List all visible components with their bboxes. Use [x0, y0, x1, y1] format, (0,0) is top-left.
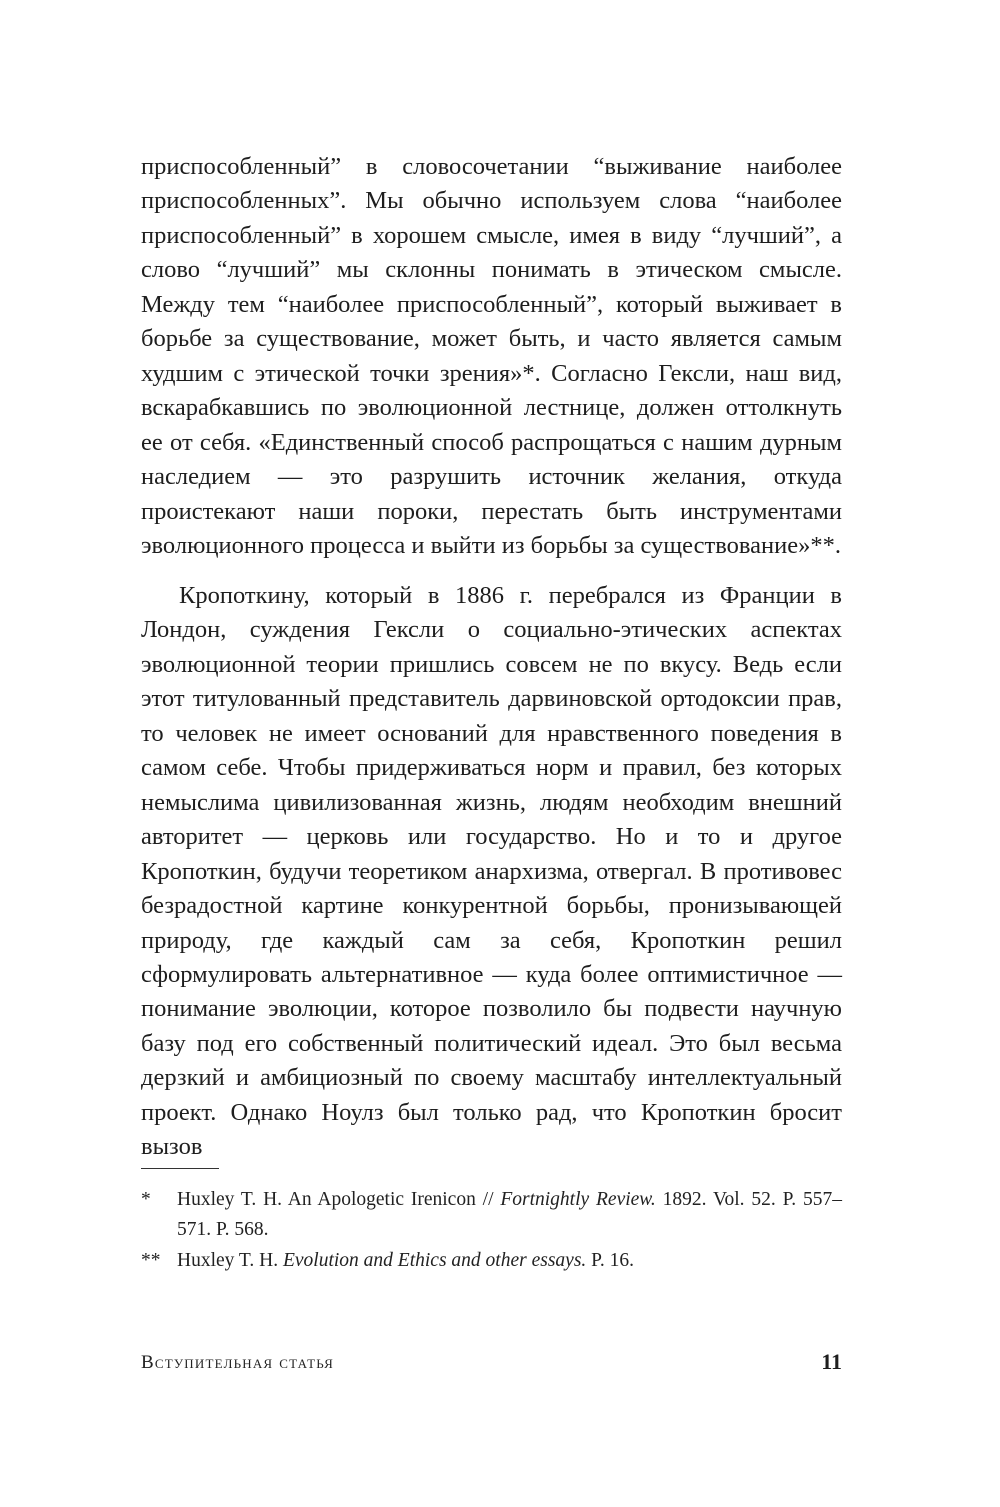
footnote-text	[177, 1246, 842, 1276]
footnote-journal-title: Fortnightly Review.	[500, 1189, 656, 1210]
footnote-1	[141, 1185, 842, 1245]
running-head: Вступительная статья	[141, 1352, 335, 1373]
footnote-2	[141, 1246, 842, 1276]
footnote-pages: P. 16.	[586, 1250, 634, 1271]
footnote-book-title: Evolution and Ethics and other essays.	[282, 1250, 587, 1271]
page-number: 11	[821, 1349, 842, 1374]
body-paragraph-2: Кропоткину, который в 1886 г. перебрался из Франции в Лондон, суждения Гексли о социально-этических аспектах эволюционной теории пришлись совсем не по вкусу. Ведь если этот титулованный представитель дарвиновской ортодоксии прав, то человек не имеет оснований для нравственного поведения в самом себе. Чтобы придерживаться норм и правил, без которых немыслима цивилизованная жизнь, людям необходим внешний авторитет — церковь или государство. Но и то и другое Кропоткин, будучи теоретиком анархизма, отвергал. В противовес безрадостной картине конкурентной борьбы, пронизывающей природу, где каждый сам за себя, Кропоткин решил сформулировать альтернативное — куда более оптимистичное — понимание эволюции, которое позволило бы подвести научную базу под его собственный политический идеал. Это был весьма дерзкий и амбициозный по своему масштабу интеллектуальный проект. Однако Ноулз был только рад, что Кропоткин бросит вызов	[141, 582, 842, 1161]
footnote-separator	[141, 1168, 219, 1169]
body-paragraph-1: приспособленный” в словосочетании “выживание наиболее приспособленных”. Мы обычно используем слова “наиболее приспособленный” в хорошем смысле, имея в виду “лучший”, а слово “лучший” мы склонны понимать в этическом смысле. Между тем “наиболее приспособленный”, который выживает в борьбе за существование, может быть, и часто является самым худшим с этической точки зрения»*. Согласно Гексли, наш вид, вскарабкавшись по эволюционной лестнице, должен оттолкнуть ее от себя. «Единственный способ распрощаться с нашим дурным наследием — это разрушить источник желания, откуда проистекают наши пороки, перестать быть инструментами эволюционного процесса и выйти из борьбы за существование»**.	[141, 153, 842, 559]
footnote-text	[177, 1185, 842, 1245]
footnote-mark: **	[141, 1250, 161, 1271]
footnote-citation: Huxley T. H. An Apologetic Irenicon //	[177, 1189, 501, 1210]
footnote-citation: Huxley T. H.	[177, 1250, 283, 1271]
footnote-pages: 1892. Vol. 52. P. 557–571. P. 568.	[177, 1189, 843, 1240]
footnote-mark: *	[141, 1189, 151, 1210]
